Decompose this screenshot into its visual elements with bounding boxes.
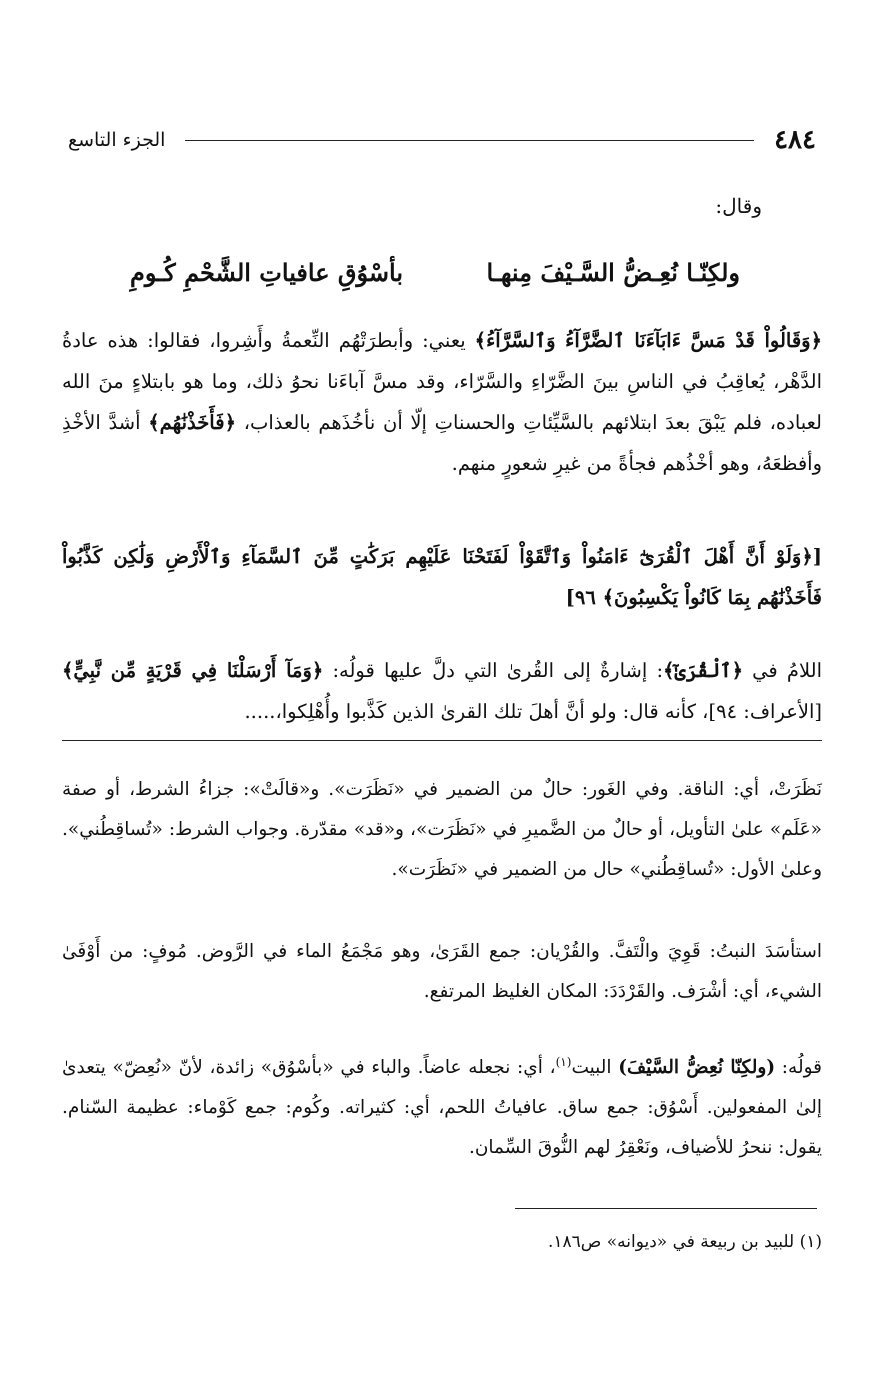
note-paragraph-3 — [62, 1042, 822, 1168]
note-paragraph-1: نَظَرَتْ، أي: الناقة. وفي الغَور: حالٌ من الضمير في «نَظَرَت». و«قالَتْ»: جزاءُ الشرط، أو صفة «عَلَم» علىٰ التأويل، أو حالٌ من الضَّميرِ في «نَظَرَت»، و«قد» مقدّرة. وجواب الشرط: «تُساقِطُني». وعلىٰ الأول: «تُساقِطُني» حال من الضمير في «نَظَرَت». — [62, 779, 822, 880]
intro-line: وقال: — [715, 194, 762, 218]
paragraph-text: [الأعراف: ٩٤]، كأنه قال: ولو أنَّ أهلَ تلك القرىٰ الذين كَذَّبوا وأُهْلِكوا،..... — [244, 700, 822, 723]
footnote-rule — [515, 1208, 817, 1209]
footnote: (١) للبيد بن ربيعة في «ديوانه» ص١٨٦. — [547, 1232, 822, 1252]
note-text: ، أي: نجعله عاضاً. والباء في «بأسْوُق» زائدة، لأنّ «نُعِضّ» يتعدىٰ إلىٰ المفعولين. أَسْوُق: جمع ساق. عافياتُ اللحم، أي: كثيراته. وكُوم: جمع كَوْماء: عظيمة السّنام. يقول: ننحرُ للأضياف، ونَعْقِرُ لهم النُّوقَ السِّمان. — [62, 1057, 822, 1159]
paragraph-text: يعني: وأبطرَتْهُم النِّعمةُ وأَشِروا، فقالوا: هذه عادةُ الدَّهْر، يُعاقِبُ في الناسِ بينَ الضَّرّاءِ والسَّرّاء، وقد مسَّ آباءَنا نحوُ ذلك، وما هو بابتلاءٍ منَ الله لعباده، فلم يَبْقَ بعدَ ابتلائهم بالسَّيِّئاتِ والحسناتِ إلّا أن نأخُذَهم بالعذاب، — [62, 329, 822, 434]
poetry-verse — [130, 250, 740, 294]
paragraph-text: اللامُ في — [743, 659, 822, 682]
note-text: قولُه: — [775, 1057, 822, 1079]
commentary-paragraph-1 — [62, 320, 822, 484]
commentary-paragraph-3 — [62, 650, 822, 732]
note-text: البيت — [571, 1057, 619, 1079]
note-paragraph-2: استأسَدَ النبتُ: قَوِيَ والْتَفَّ. والقُرْيان: جمع القَرَىٰ، وهو مَجْمَعُ الماء في الرَّوض. مُوفٍ: من أَوْفَىٰ الشيء، أي: أشْرَف. والقَرْدَدَ: المكان الغليظ المرتفع. — [62, 941, 822, 1002]
verse-second-hemistich: بأسْوُقِ عافياتِ الشَّحْمِ كُـومِ — [130, 257, 404, 287]
header-rule — [185, 140, 754, 141]
part-label: الجزء التاسع — [68, 129, 166, 151]
verse-number: ٩٦] — [565, 586, 603, 609]
footnote-reference[interactable]: (١) — [555, 1055, 572, 1069]
paragraph-text: أشدَّ الأخْذِ وأفظعَهُ، وهو أخْذُهم فجأةً من غيرِ شعورٍ منهم. — [62, 411, 822, 475]
verse-first-hemistich: ولكِنّـا نُعِـضُّ السَّـيْفَ مِنهـا — [486, 257, 740, 287]
note-quote: (ولكِنّا نُعِضُّ السَّيْفَ) — [618, 1057, 776, 1079]
quran-quote: ﴿فَأَخَذْنَٰهُم﴾ — [148, 411, 237, 434]
page-header — [68, 120, 816, 160]
notes-divider — [62, 740, 822, 741]
page-number: ٤٨٤ — [774, 125, 816, 155]
quran-quote: ﴿وَمَآ أَرْسَلْنَا فِي قَرْيَةٍ مِّن نَّبِيٍّ﴾ — [62, 659, 324, 682]
quran-quote: ﴿وَقَالُواْ قَدْ مَسَّ ءَابَآءَنَا ٱلضَّرَّآءُ وَٱلسَّرَّآءُ﴾ — [474, 329, 822, 352]
quran-quote: ﴿ٱلْقُرَىٰٓ﴾ — [663, 659, 744, 682]
verse-block-96 — [62, 536, 822, 618]
quran-verse: [﴿وَلَوْ أَنَّ أَهْلَ ٱلْقُرَىٰٓ ءَامَنُواْ وَٱتَّقَوْاْ لَفَتَحْنَا عَلَيْهِم بَرَكَٰتٍ مِّنَ ٱلسَّمَآءِ وَٱلْأَرْضِ وَلَٰكِن كَذَّبُواْ فَأَخَذْنَٰهُم بِمَا كَانُواْ يَكْسِبُونَ﴾ — [62, 545, 822, 609]
paragraph-text: : إشارةٌ إلى القُرىٰ التي دلَّ عليها قولُه: — [323, 659, 664, 682]
